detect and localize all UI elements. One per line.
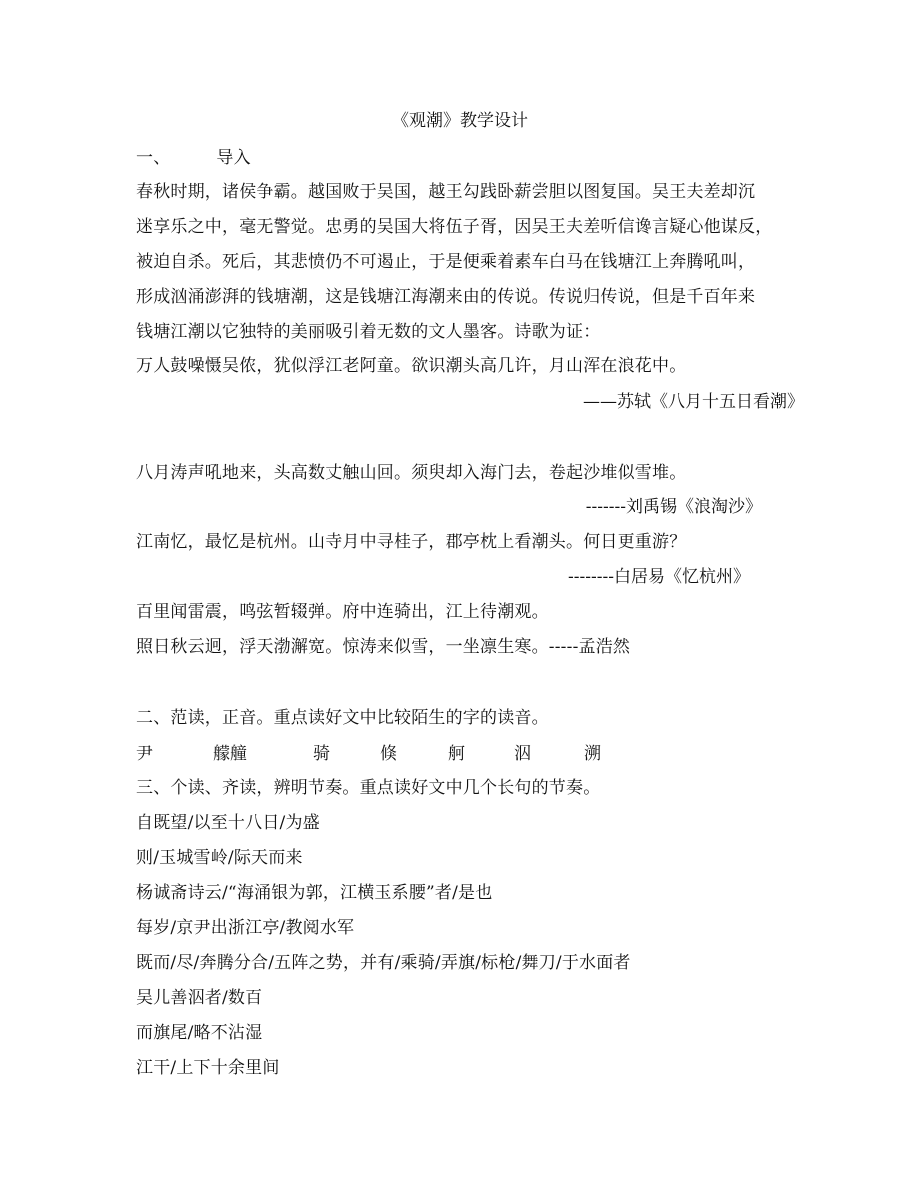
rhythm-sentence: 则/玉城雪岭/际天而来 xyxy=(136,848,303,868)
char-item: 艨艟 xyxy=(213,744,247,764)
poem-3-source: --------白居易《忆杭州》 xyxy=(568,567,750,587)
intro-line-1: 春秋时期，诸侯争霸。越国败于吴国，越王勾践卧薪尝胆以图复国。吴王夫差却沉 xyxy=(136,182,756,202)
section-1-number: 一、 xyxy=(136,148,171,168)
poem-2: 八月涛声吼地来，头高数丈触山回。须臾却入海门去，卷起沙堆似雪堆。 xyxy=(136,463,687,483)
rhythm-sentence: 每岁/京尹出浙江亭/教阅水军 xyxy=(136,918,355,938)
poem-1-source: ——苏轼《八月十五日看潮》 xyxy=(583,392,804,412)
intro-line-5: 钱塘江潮以它独特的美丽吸引着无数的文人墨客。诗歌为证： xyxy=(136,322,601,342)
section-1-title: 导入 xyxy=(216,148,251,168)
rhythm-sentence: 而旗尾/略不沾湿 xyxy=(136,1023,263,1043)
rhythm-sentence: 江干/上下十余里间 xyxy=(136,1058,280,1078)
poem-4-line-2: 照日秋云迥，浮天渤澥宽。惊涛来似雪，一坐凛生寒。-----孟浩然 xyxy=(136,637,631,657)
char-item: 骑 xyxy=(313,744,330,764)
document-title: 《观潮》教学设计 xyxy=(392,111,528,131)
intro-line-2: 迷享乐之中，毫无警觉。忠勇的吴国大将伍子胥，因吴王夫差听信谗言疑心他谋反， xyxy=(136,217,773,237)
section-1-heading xyxy=(136,148,251,168)
section-3-heading: 三、个读、齐读，辨明节奏。重点读好文中几个长句的节奏。 xyxy=(136,778,601,798)
char-item: 溯 xyxy=(584,744,601,764)
poem-1: 万人鼓噪慑吴侬，犹似浮江老阿童。欲识潮头高几许，月山浑在浪花中。 xyxy=(136,356,687,376)
char-item: 舸 xyxy=(448,744,465,764)
char-item: 泅 xyxy=(514,744,531,764)
poem-3: 江南忆，最忆是杭州。山寺月中寻桂子，郡亭枕上看潮头。何日更重游？ xyxy=(136,532,687,552)
rhythm-sentence: 自既望/以至十八日/为盛 xyxy=(136,813,320,833)
poem-2-source: -------刘禹锡《浪淘沙》 xyxy=(585,497,762,517)
intro-line-4: 形成汹涌澎湃的钱塘潮，这是钱塘江海潮来由的传说。传说归传说，但是千百年来 xyxy=(136,287,756,307)
poem-4-line-1: 百里闻雷震，鸣弦暂辍弹。府中连骑出，江上待潮观。 xyxy=(136,602,549,622)
rhythm-sentence: 杨诚斋诗云/“海涌银为郭，江横玉系腰”者/是也 xyxy=(136,883,493,903)
char-item: 倏 xyxy=(380,744,397,764)
rhythm-sentence: 吴儿善泅者/数百 xyxy=(136,988,263,1008)
rhythm-sentence: 既而/尽/奔腾分合/五阵之势，并有/乘骑/弄旗/标枪/舞刀/于水面者 xyxy=(136,953,631,973)
intro-line-3: 被迫自杀。死后，其悲愤仍不可遏止，于是便乘着素车白马在钱塘江上奔腾吼叫， xyxy=(136,252,756,272)
section-2-heading: 二、范读，正音。重点读好文中比较陌生的字的读音。 xyxy=(136,708,549,728)
char-item: 尹 xyxy=(136,744,153,764)
